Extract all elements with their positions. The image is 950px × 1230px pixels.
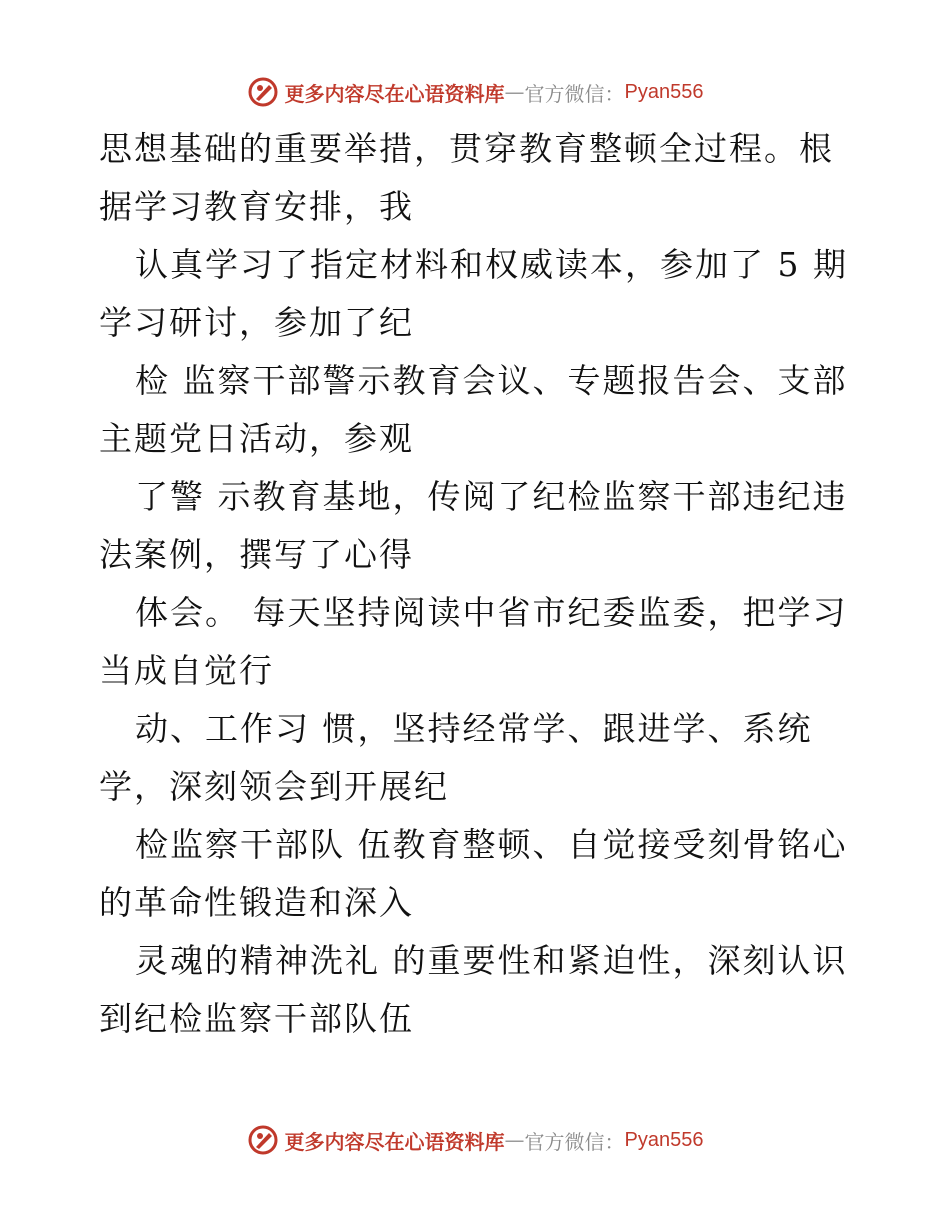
body-line: 当成自觉行 — [99, 651, 274, 690]
body-line: 动、工作习 惯，坚持经常学、跟进学、系统 — [135, 709, 813, 748]
banner-wechat-label: 官方微信： — [524, 1129, 625, 1154]
banner-wechat-id: Pyan556 — [624, 80, 704, 103]
body-line: 检 监察干部警示教育会议、专题报告会、支部 — [135, 361, 848, 400]
banner-wechat-label: 官方微信： — [524, 81, 625, 106]
body-line: 主题党日活动，参观 — [99, 419, 414, 458]
body-line: 体会。 每天坚持阅读中省市纪委监委，把学习 — [135, 593, 848, 632]
banner-wechat-id: Pyan556 — [624, 1128, 704, 1151]
banner-dash: — — [504, 80, 525, 104]
body-line: 法案例，撰写了心得 — [99, 535, 414, 574]
body-line: 了警 示教育基地，传阅了纪检监察干部违纪违 — [135, 477, 848, 516]
footer-banner — [0, 1120, 950, 1160]
document-body — [99, 120, 859, 1048]
pen-logo-icon — [247, 76, 279, 108]
body-line: 认真学习了指定材料和权威读本，参加了 5 期 — [135, 245, 848, 284]
body-line: 到纪检监察干部队伍 — [99, 999, 414, 1038]
body-line: 思想基础的重要举措，贯穿教育整顿全过程。根 — [99, 129, 834, 168]
header-banner — [0, 72, 950, 112]
body-line: 检监察干部队 伍教育整顿、自觉接受刻骨铭心 — [135, 825, 848, 864]
body-line: 的革命性锻造和深入 — [99, 883, 414, 922]
body-line: 灵魂的精神洗礼 的重要性和紧迫性，深刻认识 — [135, 941, 848, 980]
body-line: 学，深刻领会到开展纪 — [99, 767, 449, 806]
pen-logo-icon — [247, 1124, 279, 1156]
body-line: 据学习教育安排，我 — [99, 187, 414, 226]
body-line: 学习研讨，参加了纪 — [99, 303, 414, 342]
banner-main-text: 更多内容尽在心语资料库 — [284, 81, 505, 106]
banner-dash: — — [504, 1128, 525, 1152]
banner-main-text: 更多内容尽在心语资料库 — [284, 1129, 505, 1154]
